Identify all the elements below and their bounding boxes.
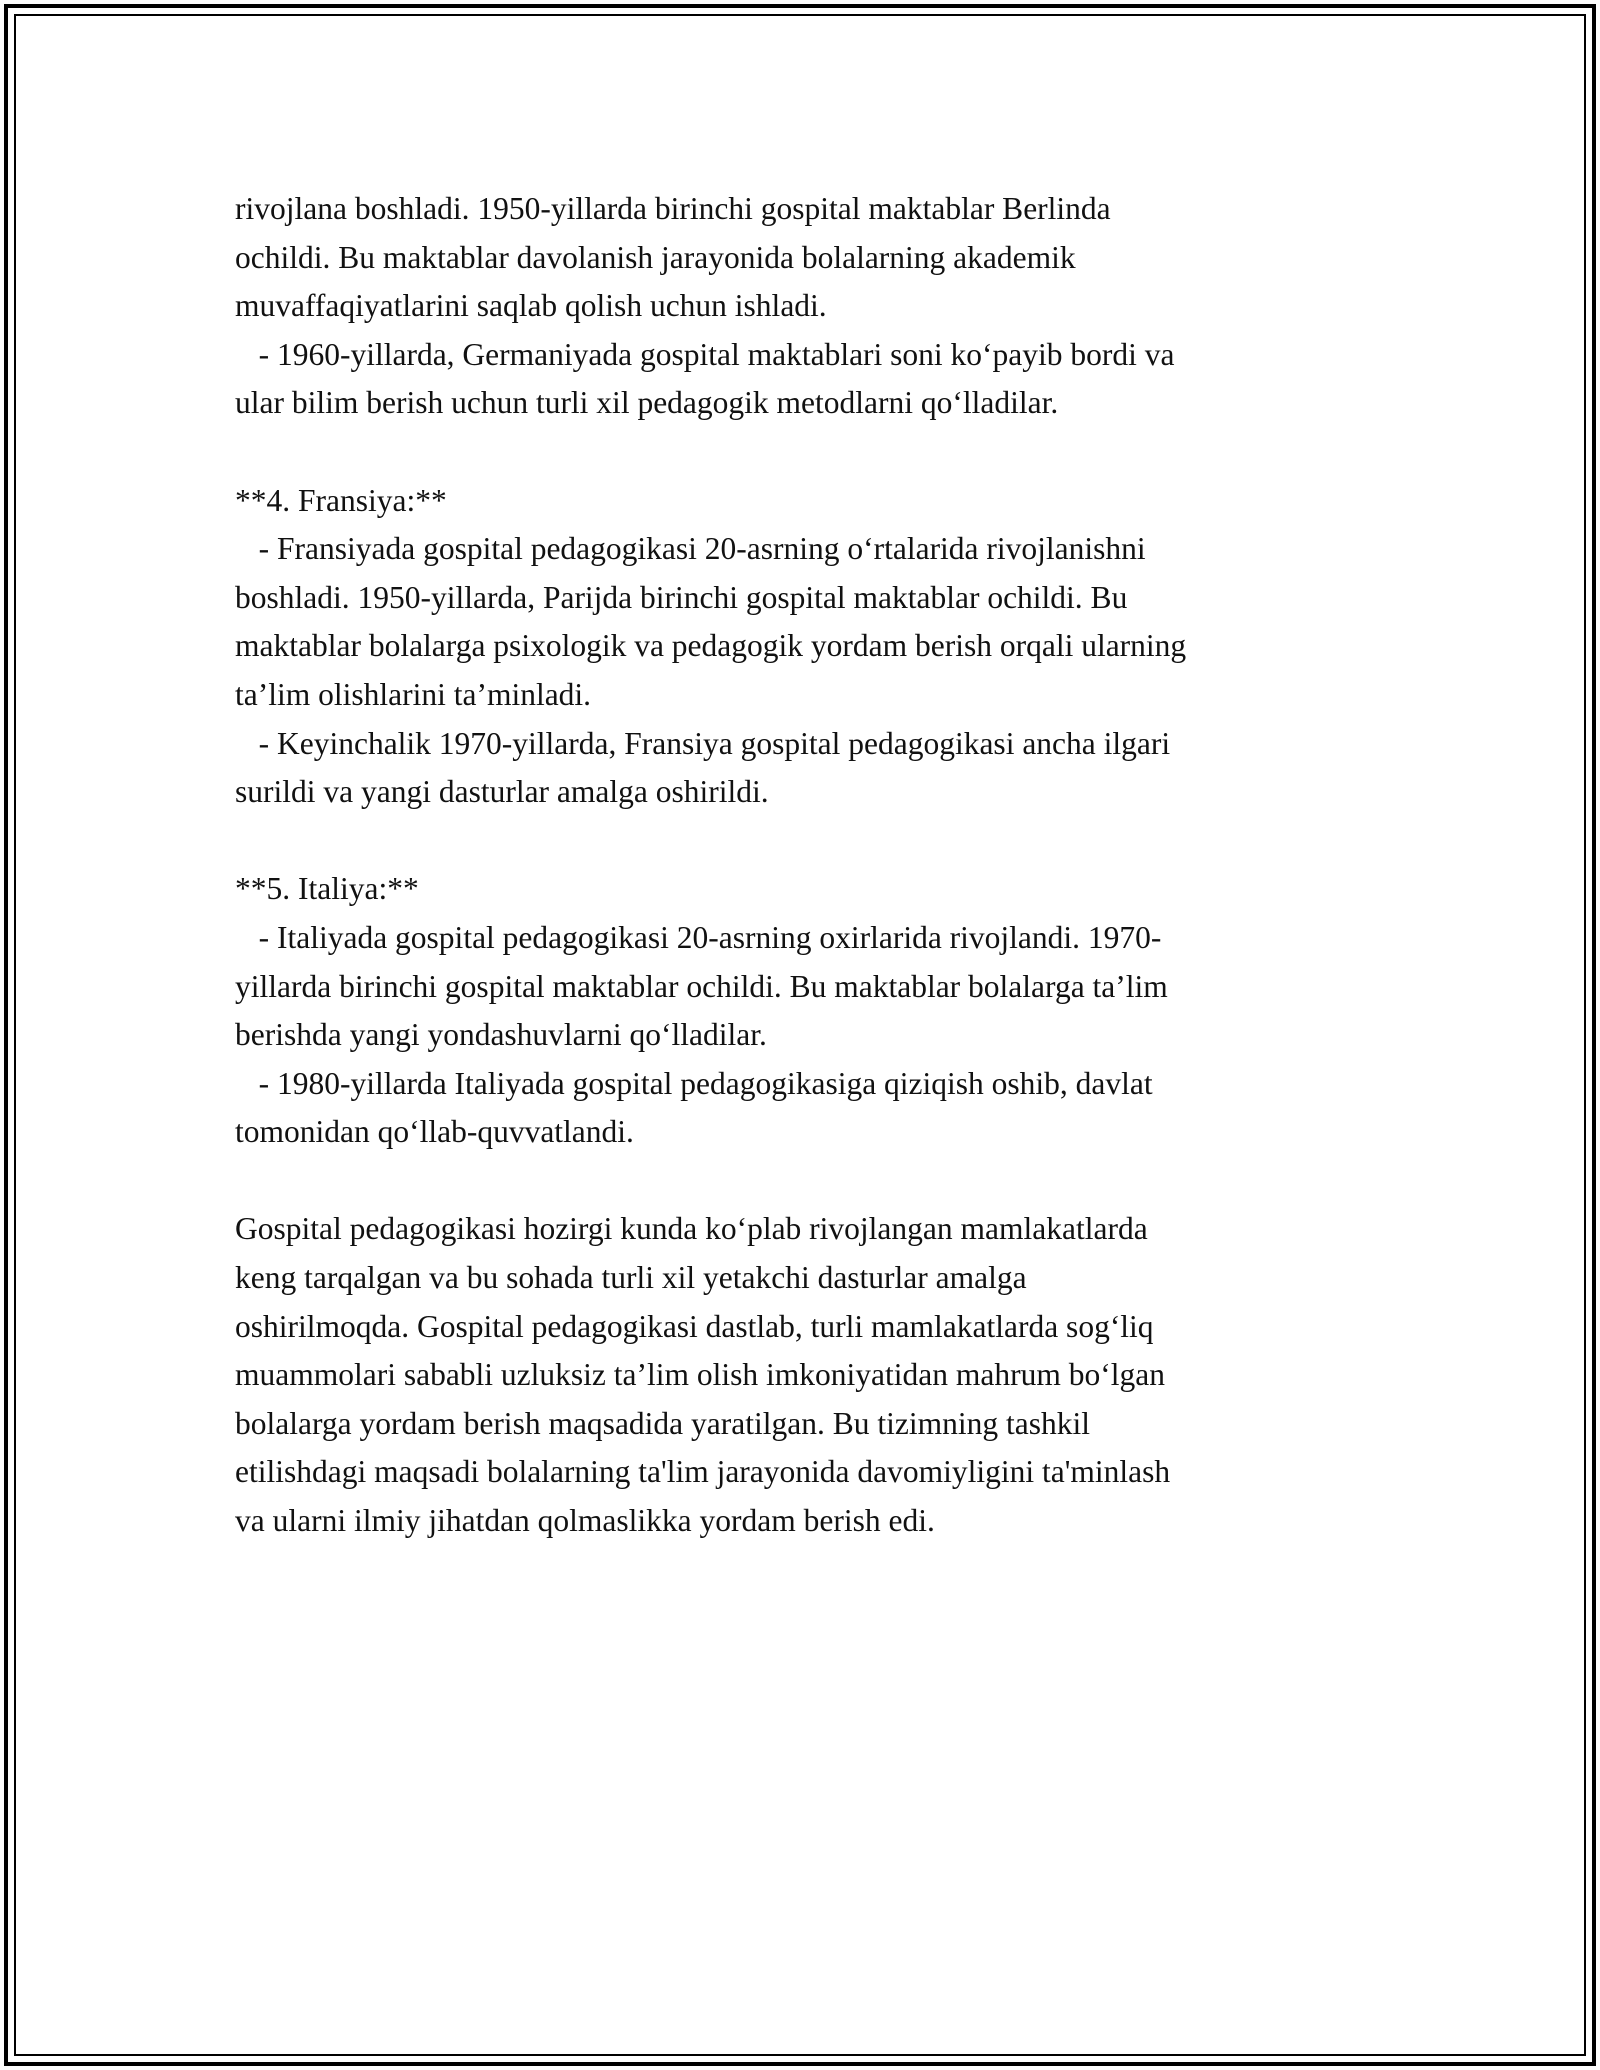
text-line: - Italiyada gospital pedagogikasi 20-asrning oxirlarida rivojlandi. 1970- (235, 919, 1162, 955)
text-line: - Keyinchalik 1970-yillarda, Fransiya gospital pedagogikasi ancha ilgari (235, 725, 1171, 761)
text-line: surildi va yangi dasturlar amalga oshirildi. (235, 774, 769, 810)
text-line: muvaffaqiyatlarini saqlab qolish uchun ishladi. (235, 288, 827, 324)
text-line: ular bilim berish uchun turli xil pedagogik metodlarni qo‘lladilar. (235, 385, 1059, 421)
paragraph-spacer (235, 1157, 1360, 1206)
section-heading-italy: **5. Italiya:** (235, 871, 419, 907)
text-line: oshirilmoqda. Gospital pedagogikasi dastlab, turli mamlakatlarda sog‘liq (235, 1308, 1154, 1344)
section-heading-france: **4. Fransiya:** (235, 482, 447, 518)
text-line: - 1960-yillarda, Germaniyada gospital maktablari soni ko‘payib bordi va (235, 336, 1175, 372)
document-body (235, 185, 1360, 1546)
paragraph-spacer (235, 428, 1360, 477)
text-line: muammolari sababli uzluksiz ta’lim olish imkoniyatidan mahrum bo‘lgan (235, 1357, 1165, 1393)
text-line: etilishdagi maqsadi bolalarning ta'lim jarayonida davomiyligini ta'minlash (235, 1454, 1171, 1490)
paragraph-summary (235, 1205, 1360, 1545)
paragraph-spacer (235, 817, 1360, 866)
text-line: tomonidan qo‘llab-quvvatlandi. (235, 1114, 634, 1150)
text-line: yillarda birinchi gospital maktablar ochildi. Bu maktablar bolalarga ta’lim (235, 968, 1168, 1004)
text-line: ta’lim olishlarini ta’minladi. (235, 676, 592, 712)
paragraph-france (235, 477, 1360, 817)
paragraph-germany (235, 185, 1360, 428)
text-line: boshladi. 1950-yillarda, Parijda birinchi gospital maktablar ochildi. Bu (235, 579, 1128, 615)
text-line: - Fransiyada gospital pedagogikasi 20-asrning o‘rtalarida rivojlanishni (235, 531, 1146, 567)
text-line: berishda yangi yondashuvlarni qo‘lladilar. (235, 1017, 767, 1053)
text-line: - 1980-yillarda Italiyada gospital pedagogikasiga qiziqish oshib, davlat (235, 1065, 1153, 1101)
text-line: bolalarga yordam berish maqsadida yaratilgan. Bu tizimning tashkil (235, 1405, 1090, 1441)
text-line: Gospital pedagogikasi hozirgi kunda ko‘plab rivojlangan mamlakatlarda (235, 1211, 1148, 1247)
text-line: keng tarqalgan va bu sohada turli xil yetakchi dasturlar amalga (235, 1260, 1027, 1296)
text-line: rivojlana boshladi. 1950-yillarda birinchi gospital maktablar Berlinda (235, 191, 1111, 226)
text-line: maktablar bolalarga psixologik va pedagogik yordam berish orqali ularning (235, 628, 1187, 664)
text-line: va ularni ilmiy jihatdan qolmaslikka yordam berish edi. (235, 1503, 935, 1539)
paragraph-italy (235, 865, 1360, 1157)
text-line: ochildi. Bu maktablar davolanish jarayonida bolalarning akademik (235, 239, 1076, 275)
